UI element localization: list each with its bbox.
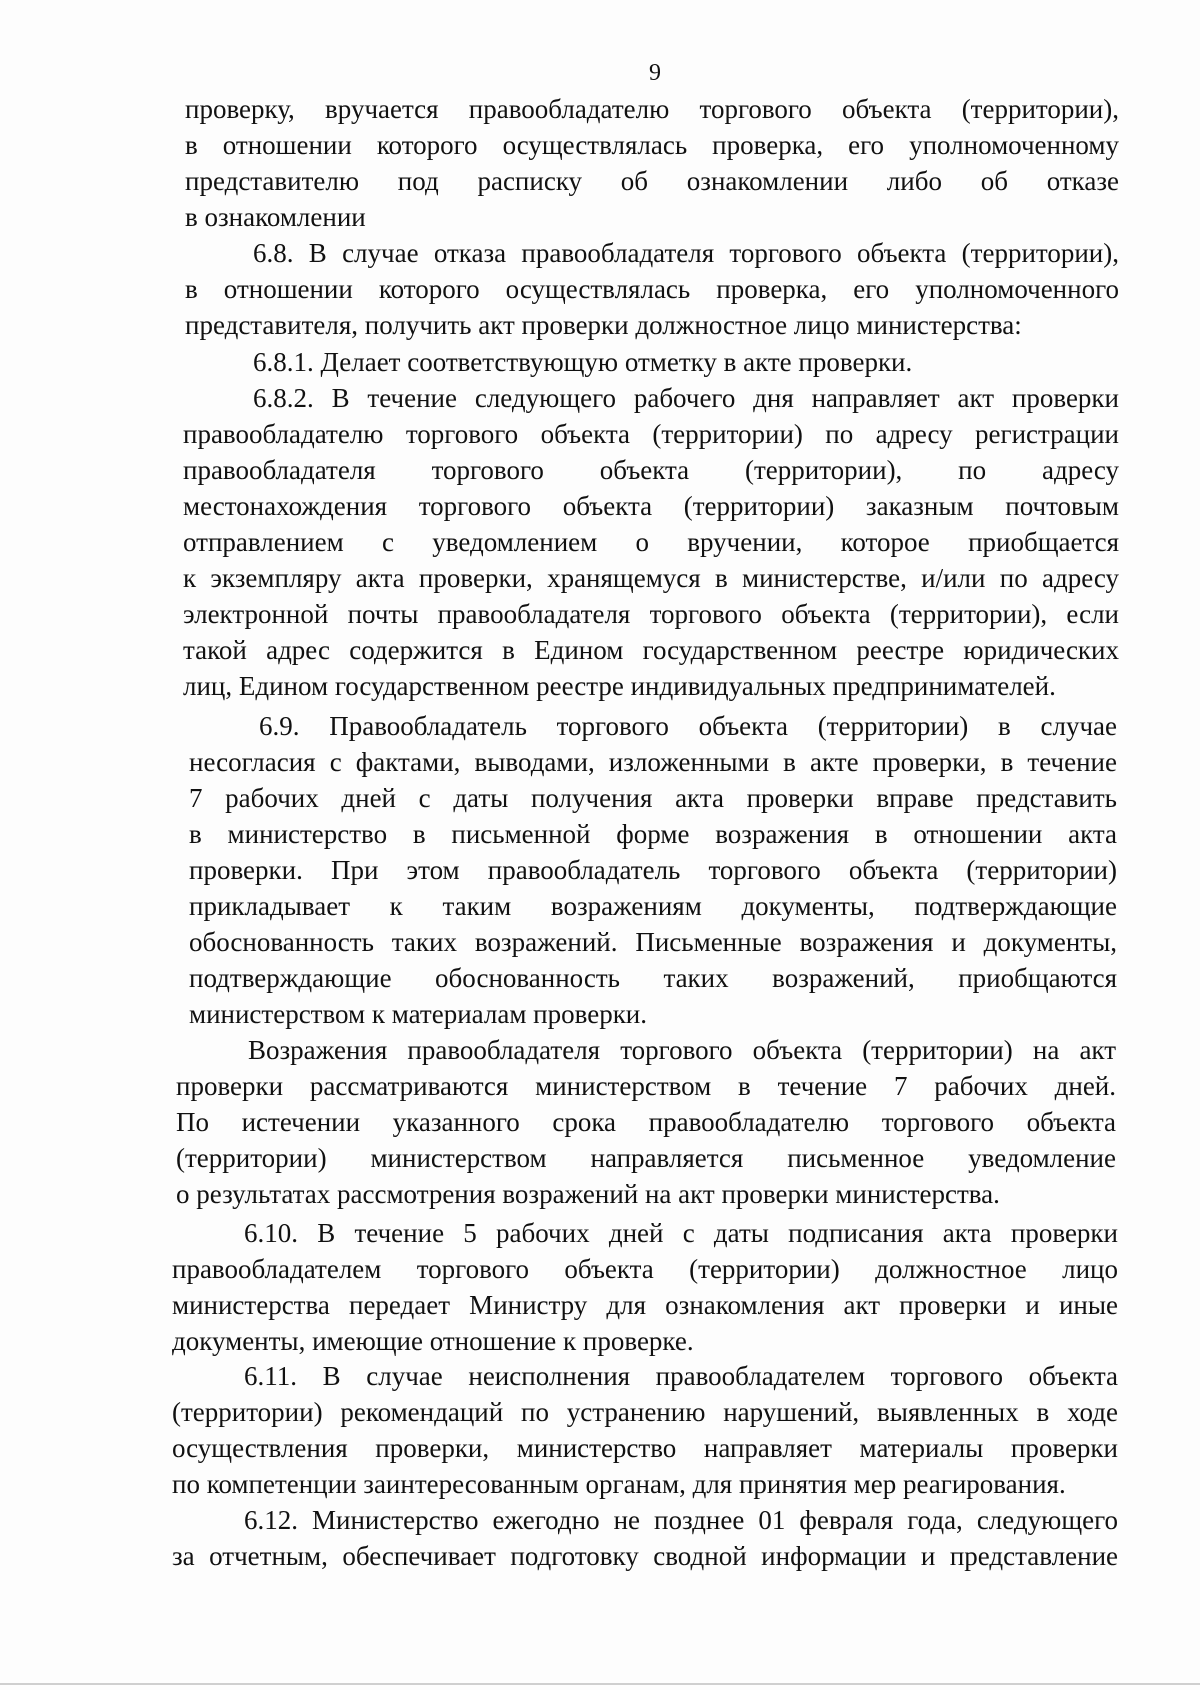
text-line: проверки. При этом правообладатель торгового объекта (территории) bbox=[189, 855, 1117, 885]
paragraph-6-11 bbox=[172, 1358, 1118, 1502]
text-line: 7 рабочих дней с даты получения акта проверки вправе представить bbox=[189, 783, 1117, 813]
text-line: правообладателя торгового объекта (территории), по адресу bbox=[183, 455, 1119, 485]
text-line: несогласия с фактами, выводами, изложенными в акте проверки, в течение bbox=[189, 747, 1117, 777]
paragraph-6-10 bbox=[172, 1215, 1118, 1359]
text-line: 6.10. В течение 5 рабочих дней с даты подписания акта проверки bbox=[244, 1218, 1118, 1248]
text-line: 6.8.2. В течение следующего рабочего дня направляет акт проверки bbox=[253, 383, 1119, 413]
paragraph-objections bbox=[176, 1032, 1116, 1212]
text-line: представителю под расписку об ознакомлении либо об отказе bbox=[185, 166, 1119, 196]
text-line: документы, имеющие отношение к проверке. bbox=[172, 1326, 694, 1356]
text-line: в отношении которого осуществлялась проверка, его уполномоченного bbox=[185, 274, 1119, 304]
text-line: представителя, получить акт проверки должностное лицо министерства: bbox=[185, 310, 1022, 340]
text-line: местонахождения торгового объекта (территории) заказным почтовым bbox=[183, 491, 1119, 521]
text-line: министерства передает Министру для ознакомления акт проверки и иные bbox=[172, 1290, 1118, 1320]
text-line: (территории) рекомендаций по устранению нарушений, выявленных в ходе bbox=[172, 1397, 1118, 1427]
text-line: электронной почты правообладателя торгового объекта (территории), если bbox=[183, 599, 1119, 629]
text-line: о результатах рассмотрения возражений на акт проверки министерства. bbox=[176, 1179, 1000, 1209]
text-line: проверку, вручается правообладателю торгового объекта (территории), bbox=[185, 94, 1119, 124]
text-line: 6.8.1. Делает соответствующую отметку в акте проверки. bbox=[253, 347, 913, 377]
paragraph-6-8-1 bbox=[253, 344, 1119, 380]
paragraph-6-8-2 bbox=[183, 380, 1119, 704]
text-line: правообладателем торгового объекта (территории) должностное лицо bbox=[172, 1254, 1118, 1284]
text-line: проверки рассматриваются министерством в течение 7 рабочих дней. bbox=[176, 1071, 1116, 1101]
text-line: По истечении указанного срока правообладателю торгового объекта bbox=[176, 1107, 1116, 1137]
paragraph-6-8 bbox=[185, 235, 1119, 343]
text-line: 6.8. В случае отказа правообладателя торгового объекта (территории), bbox=[253, 238, 1119, 268]
text-line: осуществления проверки, министерство направляет материалы проверки bbox=[172, 1433, 1118, 1463]
text-line: такой адрес содержится в Едином государственном реестре юридических bbox=[183, 635, 1119, 665]
paragraph-continuation bbox=[185, 91, 1119, 235]
text-line: 6.9. Правообладатель торгового объекта (территории) в случае bbox=[259, 711, 1117, 741]
text-line: к экземпляру акта проверки, хранящемуся в министерстве, и/или по адресу bbox=[183, 563, 1119, 593]
text-line: правообладателю торгового объекта (территории) по адресу регистрации bbox=[183, 419, 1119, 449]
page-number: 9 bbox=[649, 60, 661, 86]
text-line: прикладывает к таким возражениям документы, подтверждающие bbox=[189, 891, 1117, 921]
text-line: обоснованность таких возражений. Письменные возражения и документы, bbox=[189, 927, 1117, 957]
text-line: в министерство в письменной форме возражения в отношении акта bbox=[189, 819, 1117, 849]
paragraph-6-9 bbox=[189, 708, 1117, 1032]
text-line: в отношении которого осуществлялась проверка, его уполномоченному bbox=[185, 130, 1119, 160]
text-line: (территории) министерством направляется письменное уведомление bbox=[176, 1143, 1116, 1173]
text-line: министерством к материалам проверки. bbox=[189, 999, 648, 1029]
text-line: по компетенции заинтересованным органам, для принятия мер реагирования. bbox=[172, 1469, 1066, 1499]
text-line: 6.11. В случае неисполнения правообладателем торгового объекта bbox=[244, 1361, 1118, 1391]
text-line: в ознакомлении bbox=[185, 202, 366, 232]
text-line: подтверждающие обоснованность таких возражений, приобщаются bbox=[189, 963, 1117, 993]
text-line: лиц, Едином государственном реестре индивидуальных предпринимателей. bbox=[183, 671, 1056, 701]
text-line: за отчетным, обеспечивает подготовку сводной информации и представление bbox=[172, 1541, 1118, 1571]
text-line: отправлением с уведомлением о вручении, которое приобщается bbox=[183, 527, 1119, 557]
text-line: Возражения правообладателя торгового объекта (территории) на акт bbox=[248, 1035, 1116, 1065]
text-line: 6.12. Министерство ежегодно не позднее 01 февраля года, следующего bbox=[244, 1505, 1118, 1535]
paragraph-6-12 bbox=[172, 1502, 1118, 1574]
page-bottom-edge bbox=[0, 1683, 1200, 1685]
